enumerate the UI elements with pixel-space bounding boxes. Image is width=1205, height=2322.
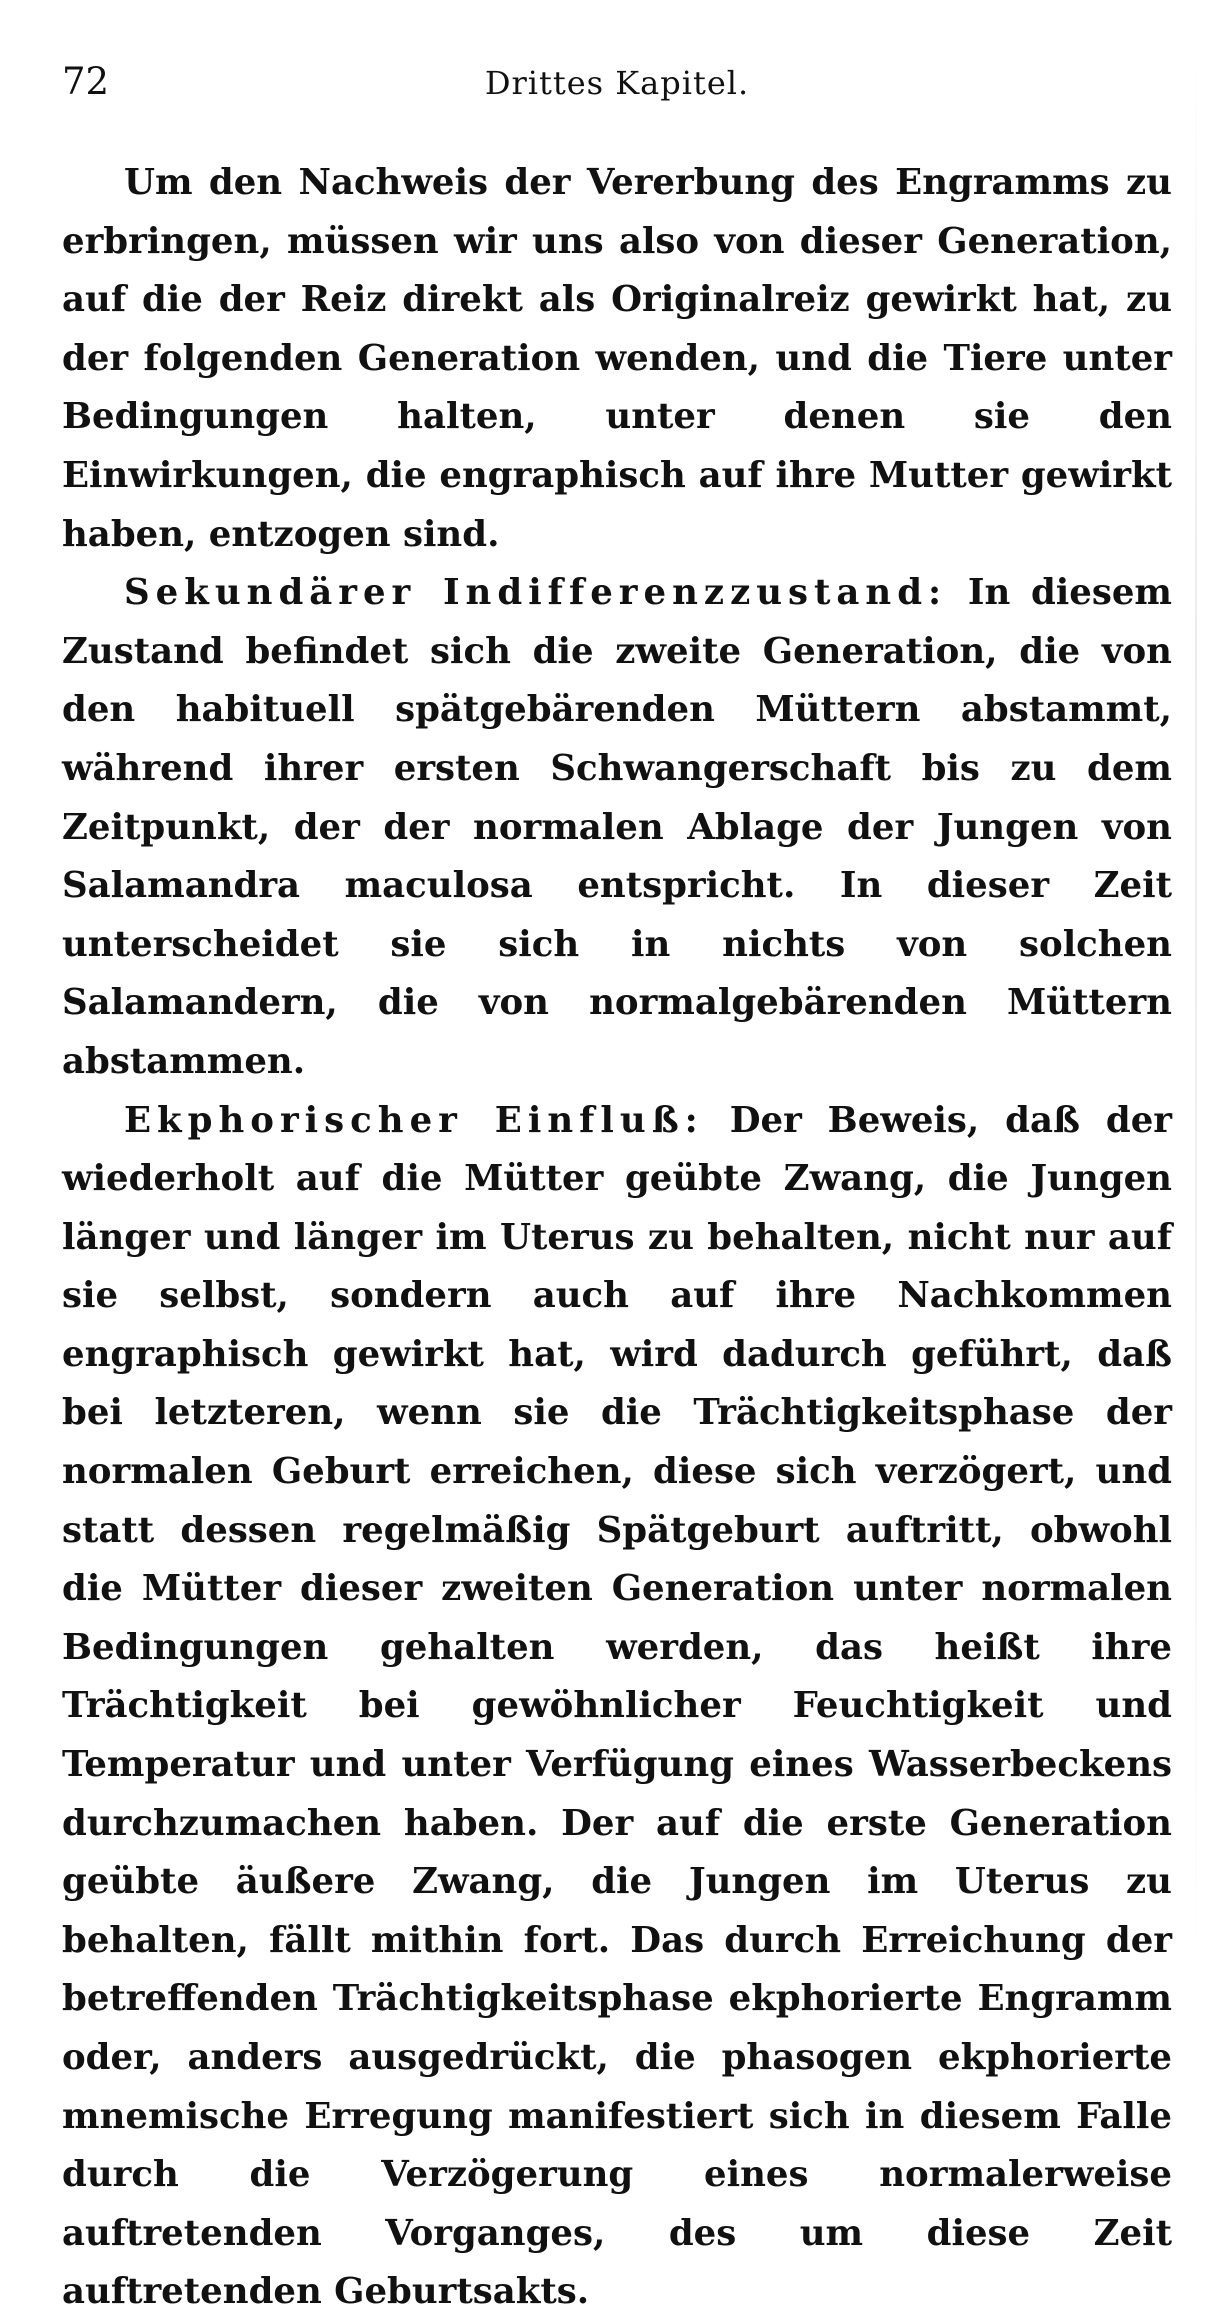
paragraph-3-text: Der Beweis, daß der wiederholt auf die Mütter geübte Zwang, die Jungen länger und länger im Uterus zu behalten, nicht nur auf sie selbst, sondern auch auf ihre Nachkommen engraphisch gewirkt hat, wird dadurch geführt, daß bei letzteren, wenn sie die Trächtigkeitsphase der normalen Geburt erreichen, diese sich verzögert, und statt dessen regelmäßig Spätgeburt auftritt, obwohl die Mütter dieser zweiten Generation unter normalen Bedingungen gehalten werden, das heißt ihre Trächtigkeit bei gewöhnlicher Feuchtigkeit und Temperatur und unter Verfügung eines Wasserbeckens durchzumachen haben. Der auf die erste Generation geübte äußere Zwang, die Jungen im Uterus zu behalten, fällt mithin fort. Das durch Erreichung der betreffenden Trächtigkeitsphase ekphorierte Engramm oder, anders ausgedrückt, die phasogen ekphorierte mnemische Erregung manifestiert sich in diesem Falle durch die Verzögerung eines normalerweise auftretenden Vorganges, des um diese Zeit auftretenden Geburtsakts. — [62, 1099, 1172, 2313]
page-number: 72 — [62, 60, 110, 103]
paragraph-2 — [62, 564, 1172, 1091]
body-text — [62, 154, 1172, 2322]
paragraph-1: Um den Nachweis der Vererbung des Engramms zu erbringen, müssen wir uns also von dieser Generation, auf die der Reiz direkt als Originalreiz gewirkt hat, zu der folgenden Generation wenden, und die Tiere unter Bedingungen halten, unter denen sie den Einwirkungen, die engraphisch auf ihre Mutter gewirkt haben, entzogen sind. — [62, 162, 1172, 555]
paragraph-2-heading: Sekundärer Indifferenzzustand: — [124, 572, 948, 614]
paragraph-2-text: In diesem Zustand befindet sich die zweite Generation, die von den habituell spätgebärenden Müttern abstammt, während ihrer ersten Schwangerschaft bis zu dem Zeitpunkt, der der normalen Ablage der Jungen von Salamandra maculosa entspricht. In dieser Zeit unterscheidet sie sich in nichts von solchen Salamandern, die von normalgebärenden Müttern abstammen. — [62, 572, 1172, 1082]
paragraph-3 — [62, 1092, 1172, 2322]
running-head: Drittes Kapitel. — [484, 64, 750, 102]
page-edge-shadow — [1195, 60, 1197, 1960]
page-header — [62, 60, 1172, 110]
paragraph-3-heading: Ekphorischer Einfluß: — [124, 1099, 704, 1141]
